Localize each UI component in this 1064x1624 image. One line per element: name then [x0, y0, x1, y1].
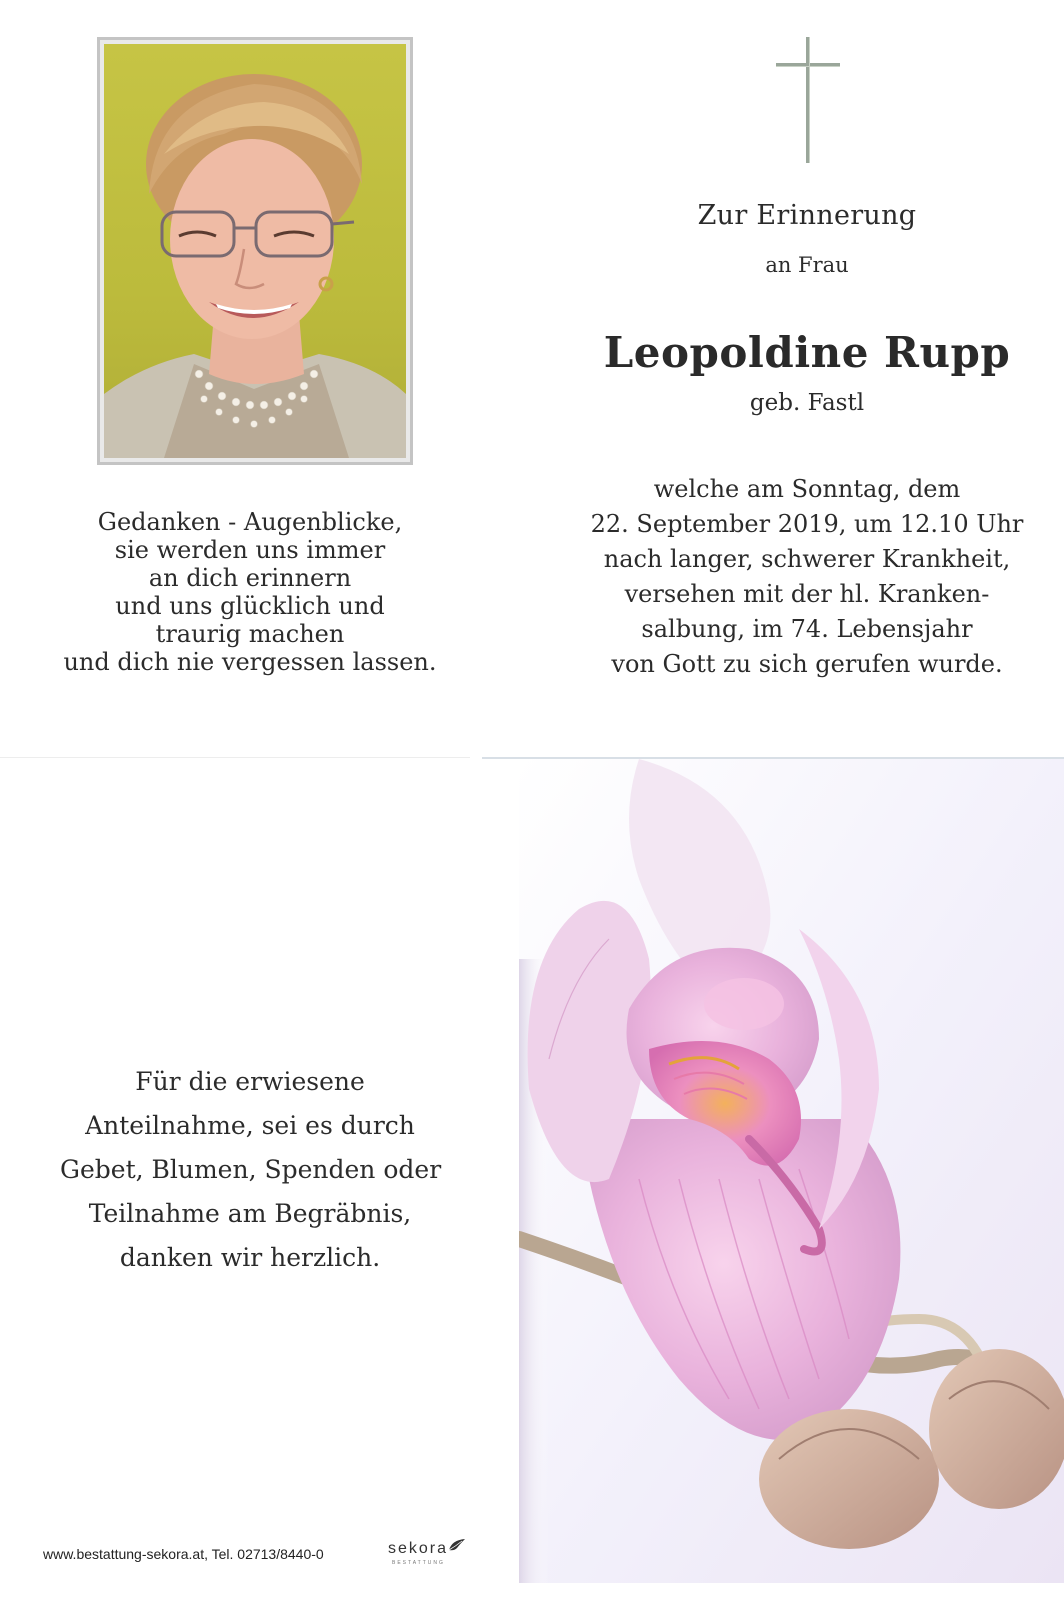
funeral-home-logo: sekora [388, 1540, 449, 1557]
obituary-heading: Zur Erinnerung [697, 200, 917, 231]
obituary-text [580, 472, 1034, 682]
poem-line: und dich nie vergessen lassen. [63, 648, 437, 676]
obituary-line: 22. September 2019, um 12.10 Uhr [590, 510, 1024, 538]
fold-line [0, 757, 470, 758]
cross-icon [776, 37, 840, 163]
obituary-line: nach langer, schwerer Krankheit, [603, 545, 1011, 573]
funeral-home-logo-subtitle: BESTATTUNG [392, 1560, 445, 1566]
funeral-home-contact: www.bestattung-sekora.at, Tel. 02713/8440-0 [43, 1546, 324, 1562]
poem-line: und uns glücklich und [115, 592, 385, 620]
deceased-name: Leopoldine Rupp [603, 328, 1011, 377]
poem-line: an dich erinnern [148, 564, 352, 592]
leaf-icon [448, 1538, 466, 1552]
obituary-line: salbung, im 74. Lebensjahr [641, 615, 973, 643]
obituary-subheading: an Frau [765, 253, 849, 277]
poem-line: Gedanken - Augenblicke, [97, 508, 403, 536]
poem [60, 508, 440, 676]
obituary-line: versehen mit der hl. Kranken- [624, 580, 990, 608]
obituary-line: von Gott zu sich gerufen wurde. [611, 650, 1003, 678]
birth-name: geb. Fastl [749, 390, 865, 416]
portrait-photo [104, 44, 406, 458]
thanks-line: Anteilnahme, sei es durch [85, 1111, 415, 1140]
thanks-line: Für die erwiesene [135, 1067, 365, 1096]
poem-line: sie werden uns immer [114, 536, 386, 564]
thanks-line: danken wir herzlich. [119, 1243, 381, 1272]
poem-line: traurig machen [155, 620, 345, 648]
portrait-photo-frame [97, 37, 413, 465]
obituary-line: welche am Sonntag, dem [653, 475, 961, 503]
thanks-line: Gebet, Blumen, Spenden oder [60, 1155, 442, 1184]
thanks-text [60, 1060, 440, 1280]
orchid-photo [519, 759, 1064, 1583]
thanks-line: Teilnahme am Begräbnis, [88, 1199, 412, 1228]
